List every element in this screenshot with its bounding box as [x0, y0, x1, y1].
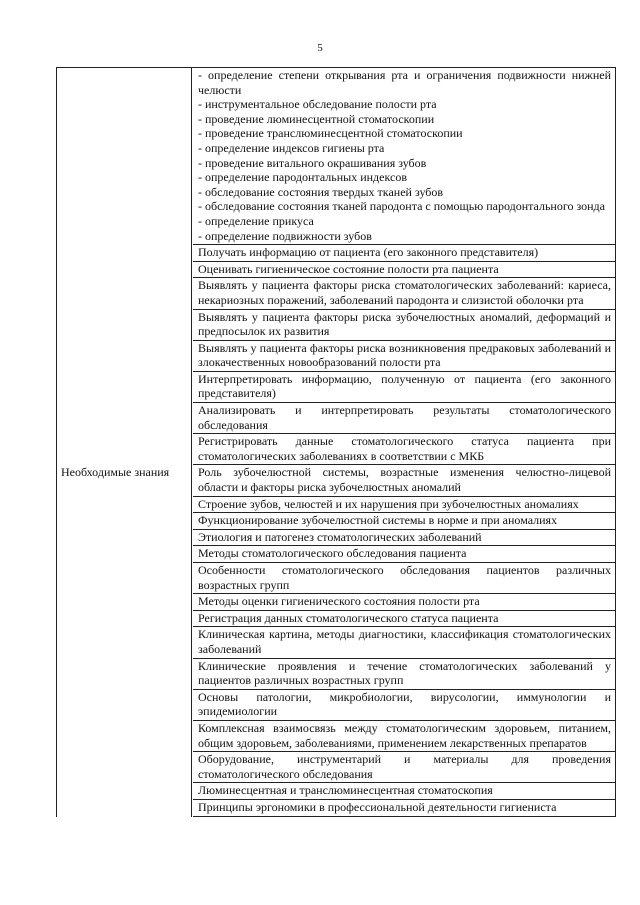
table-row: Основы патологии, микробиологии, вирусологии, иммунологии и эпидемиологии — [193, 690, 615, 721]
list-item: - определение пародонтальных индексов — [198, 170, 407, 185]
table-row: Строение зубов, челюстей и их нарушения при зубочелюстных аномалиях — [193, 497, 615, 514]
right-column — [193, 68, 615, 817]
table-row: Клинические проявления и течение стоматологических заболеваний у пациентов различных возрастных групп — [193, 659, 615, 690]
table-row: Клиническая картина, методы диагностики, классификация стоматологических заболеваний — [193, 627, 615, 658]
row-label-knowledge: Необходимые знания — [61, 465, 170, 479]
list-item: - инструментальное обследование полости рта — [198, 97, 437, 112]
table-row: Комплексная взаимосвязь между стоматологическим здоровьем, питанием, общим здоровьем, заболеваниями, применением лекарственных препаратов — [193, 721, 615, 752]
table-row: Оценивать гигиеническое состояние полости рта пациента — [193, 262, 615, 279]
table-row: Люминесцентная и транслюминесцентная стоматоскопия — [193, 783, 615, 800]
table-row: Выявлять у пациента факторы риска возникновения предраковых заболеваний и злокачественных новообразований полости рта — [193, 341, 615, 372]
table-row: Особенности стоматологического обследования пациентов различных возрастных групп — [193, 563, 615, 594]
list-item: - проведение транслюминесцентной стоматоскопии — [198, 126, 463, 141]
table-row: Методы оценки гигиенического состояния полости рта — [193, 594, 615, 611]
competency-table — [56, 67, 616, 817]
list-item: - проведение витального окрашивания зубов — [198, 155, 427, 170]
list-item: - проведение люминесцентной стоматоскопии — [198, 111, 435, 126]
table-row: Функционирование зубочелюстной системы в норме и при аномалиях — [193, 513, 615, 530]
table-row: Регистрация данных стоматологического статуса пациента — [193, 611, 615, 628]
skills-list-cell — [193, 68, 615, 245]
table-row: Роль зубочелюстной системы, возрастные изменения челюстно-лицевой области и факторы риска зубочелюстных аномалий — [193, 465, 615, 496]
table-row: Интерпретировать информацию, полученную от пациента (его законного представителя) — [193, 372, 615, 403]
list-item: - обследование состояния тканей пародонта с помощью пародонтального зонда — [198, 199, 605, 214]
list-item: - определение прикуса — [198, 213, 314, 228]
table-row: Оборудование, инструментарий и материалы для проведения стоматологического обследования — [193, 752, 615, 783]
page-number: 5 — [317, 42, 323, 54]
table-row: Выявлять у пациента факторы риска стоматологических заболеваний: кариеса, некариозных поражений, заболеваний пародонта и слизистой оболочки рта — [193, 278, 615, 309]
table-row: Регистрировать данные стоматологического статуса пациента при стоматологических заболеваниях в соответствии с МКБ — [193, 434, 615, 465]
list-item: - определение степени открывания рта и ограничения подвижности нижней челюсти — [198, 68, 611, 97]
table-row: Анализировать и интерпретировать результаты стоматологического обследования — [193, 403, 615, 434]
list-item: - определение подвижности зубов — [198, 228, 372, 243]
list-item: - определение индексов гигиены рта — [198, 140, 385, 155]
list-item: - обследование состояния твердых тканей зубов — [198, 184, 444, 199]
table-row: Этиология и патогенез стоматологических заболеваний — [193, 530, 615, 547]
table-row: Методы стоматологического обследования пациента — [193, 546, 615, 563]
table-row: Принципы эргономики в профессиональной деятельности гигиениста — [193, 800, 615, 817]
table-row: Получать информацию от пациента (его законного представителя) — [193, 245, 615, 262]
table-row: Выявлять у пациента факторы риска зубочелюстных аномалий, деформаций и предпосылок их развития — [193, 310, 615, 341]
